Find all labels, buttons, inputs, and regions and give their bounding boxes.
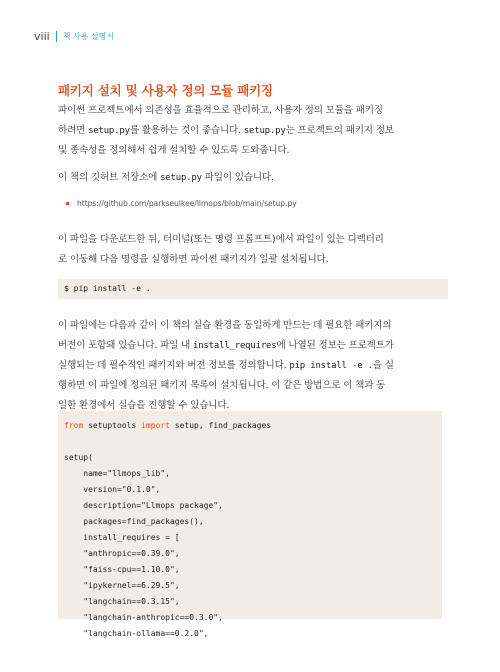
code-line: install_requires = [ <box>64 533 180 542</box>
paragraph-line: 파이썬 프로젝트에서 의존성을 효율적으로 관리하고, 사용자 정의 모듈을 패키징 <box>58 105 383 116</box>
paragraph-line <box>58 121 440 141</box>
code-line: "langchain-anthropic==0.3.0", <box>64 613 223 622</box>
code-line: "ipykernel==6.29.5", <box>64 581 180 590</box>
keyword: import <box>141 421 170 430</box>
text-run: 에 나열된 정보는 프로젝트가 <box>276 340 394 351</box>
paragraph-line <box>58 356 440 376</box>
section-title: 패키지 설치 및 사용자 정의 모듈 패키징 <box>58 83 273 98</box>
code-line: "anthropic==0.39.0", <box>64 549 180 558</box>
text-run: 를 활용하는 것이 좋습니다. <box>129 125 244 136</box>
code-line: packages=find_packages(), <box>64 517 204 526</box>
code-line: version="0.1.0", <box>64 485 161 494</box>
paragraph-line: 이 파일에는 다음과 같이 이 책의 실습 환경을 동일하게 만드는 데 필요한 패키지의 <box>58 320 392 331</box>
paragraph-install <box>58 230 440 270</box>
chapter-title: 책 사용 설명서 <box>62 32 115 41</box>
command-line: $ pip install -e . <box>64 284 151 293</box>
inline-code: install_requires <box>192 341 277 351</box>
code-line: "langchain==0.3.15", <box>64 597 180 606</box>
code-line <box>64 418 442 434</box>
inline-code: setup.py <box>243 126 286 136</box>
bullet-icon <box>66 202 69 205</box>
header-divider <box>56 31 57 42</box>
code-line: name="llmops_lib", <box>64 469 170 478</box>
code-line: "langchain-ollama==0.2.0", <box>64 629 209 638</box>
text-run: 파일이 있습니다. <box>201 172 274 183</box>
paragraph-intro <box>58 101 440 161</box>
text-run: 실행되는 데 필수적인 패키지와 버전 정보를 정의합니다. <box>58 360 290 371</box>
text-run: 을 실 <box>372 360 394 371</box>
link-bullet-item <box>66 199 297 208</box>
text-run: 이 책의 깃허브 저장소에 <box>58 172 161 183</box>
code-text: setup, find_packages <box>169 421 272 430</box>
text-run: 는 프로젝트의 패키지 정보 <box>285 125 394 136</box>
text-run: 버전이 포함돼 있습니다. 파일 내 <box>58 340 193 351</box>
paragraph-line: 및 종속성을 정의해서 쉽게 설치할 수 있도록 도와줍니다. <box>58 145 290 156</box>
inline-code: setup.py <box>160 173 202 183</box>
command-block <box>58 279 448 299</box>
code-line: setup( <box>64 453 93 462</box>
keyword: from <box>64 421 84 430</box>
paragraph-requirements <box>58 316 440 416</box>
paragraph-line: 행하면 이 파일에 정의된 패키지 목록이 설치됩니다. 이 같은 방법으로 이 책과 동 <box>58 380 386 391</box>
paragraph-repo <box>58 168 440 188</box>
repo-link[interactable]: https://github.com/parkseulkee/llmops/blob/main/setup.py <box>77 199 297 208</box>
paragraph-line: 이 파일을 다운로드한 뒤, 터미널(또는 명령 프롬프트)에서 파일이 있는 디렉터리 <box>58 234 384 245</box>
text-run: 하려면 <box>58 125 89 136</box>
running-header <box>34 30 114 43</box>
code-text: setuptools <box>83 421 142 430</box>
inline-code: setup.py <box>88 126 130 136</box>
page-number: viii <box>34 30 50 43</box>
code-line: "faiss-cpu==1.10.0", <box>64 565 180 574</box>
code-line <box>64 434 442 450</box>
paragraph-line: 일한 환경에서 실습을 진행할 수 있습니다. <box>58 400 230 411</box>
setup-code-block <box>58 411 442 638</box>
inline-code: pip install -e . <box>289 361 373 371</box>
paragraph-line: 로 이동해 다음 명령을 실행하면 파이썬 패키지가 일괄 설치됩니다. <box>58 254 329 265</box>
code-line: description="Llmops package", <box>64 501 223 510</box>
paragraph-line <box>58 336 440 356</box>
